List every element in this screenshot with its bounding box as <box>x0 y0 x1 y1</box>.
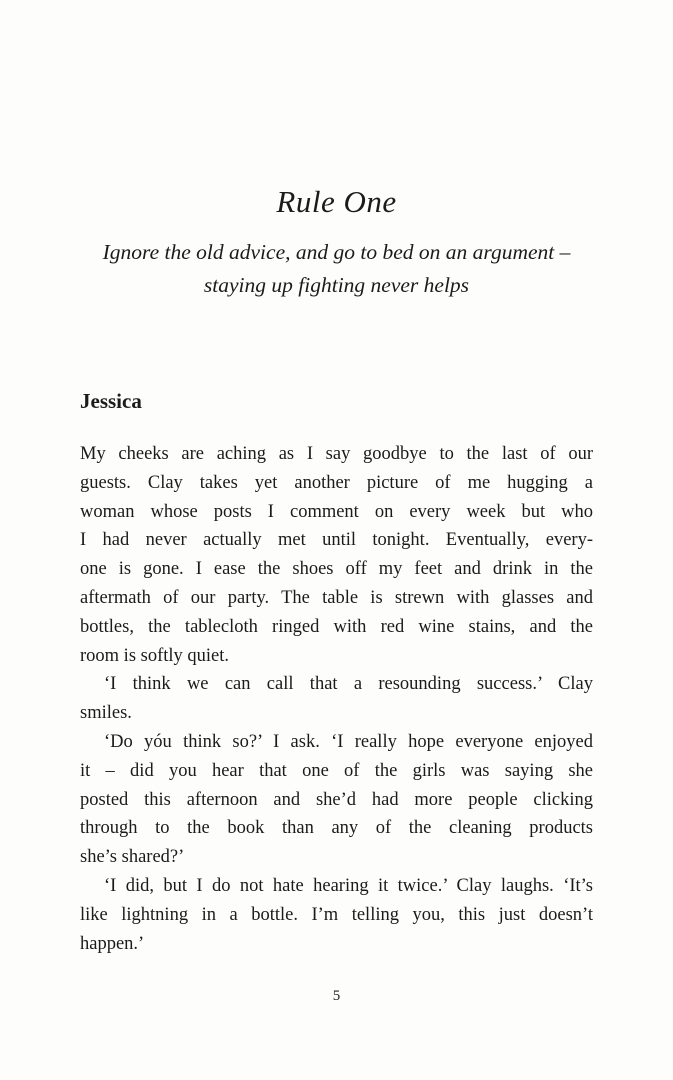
text-line: bottles, the tablecloth ringed with red wine stains, and the <box>80 616 593 637</box>
text-line: she’s shared?’ <box>80 847 185 868</box>
text-line: woman whose posts I comment on every week but who <box>80 501 593 522</box>
paragraph <box>80 670 593 728</box>
chapter-subtitle-line: Ignore the old advice, and go to bed on an argument – <box>102 240 571 264</box>
text-line: smiles. <box>80 703 132 724</box>
section-heading: Jessica <box>80 389 142 413</box>
text-line: it – did you hear that one of the girls was saying she <box>80 760 593 781</box>
text-line: guests. Clay takes yet another picture of me hugging a <box>80 472 593 493</box>
text-line: posted this afternoon and she’d had more people clicking <box>80 789 593 810</box>
text-line: one is gone. I ease the shoes off my feet and drink in the <box>80 559 593 580</box>
chapter-title: Rule One <box>276 184 397 219</box>
text-line: ‘I did, but I do not hate hearing it twice.’ Clay laughs. ‘It’s <box>104 875 593 896</box>
text-line: like lightning in a bottle. I’m telling you, this just doesn’t <box>80 904 593 925</box>
paragraph <box>80 728 593 872</box>
text-line: My cheeks are aching as I say goodbye to the last of our <box>80 444 593 464</box>
body-text <box>80 440 593 958</box>
paragraph <box>80 440 593 670</box>
text-line: happen.’ <box>80 933 145 954</box>
text-column <box>80 0 593 958</box>
text-line: through to the book than any of the cleaning products <box>80 818 593 839</box>
paragraph <box>80 872 593 958</box>
text-line: room is softly quiet. <box>80 645 230 666</box>
text-line: ‘Do yóu think so?’ I ask. ‘I really hope everyone enjoyed <box>104 731 593 752</box>
text-line: ‘I think we can call that a resounding success.’ Clay <box>104 674 593 695</box>
text-line: I had never actually met until tonight. Eventually, every- <box>80 530 593 551</box>
page-number: 5 <box>332 988 341 1004</box>
chapter-subtitle <box>80 236 593 302</box>
chapter-subtitle-line: staying up fighting never helps <box>203 273 470 297</box>
text-line: aftermath of our party. The table is strewn with glasses and <box>80 587 593 608</box>
